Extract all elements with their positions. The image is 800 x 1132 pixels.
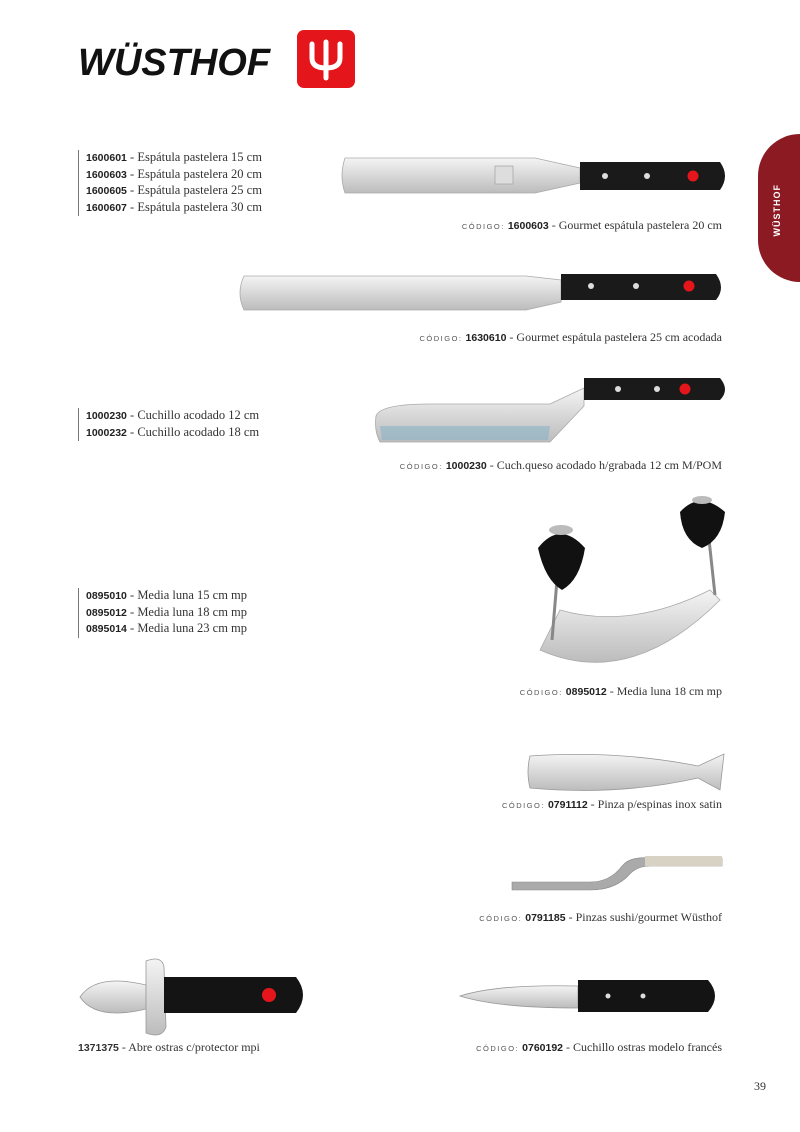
straight-spatula-image xyxy=(335,148,755,218)
caption-1600603: CÓDIGO: 1600603 - Gourmet espátula pastelera 20 cm xyxy=(461,218,722,232)
list-item: 1600607 - Espátula pastelera 30 cm xyxy=(86,199,262,214)
list-item: 1600601 - Espátula pastelera 15 cm xyxy=(86,150,262,164)
page-number: 39 xyxy=(754,1079,766,1093)
caption-0791112: CÓDIGO: 0791112 - Pinza p/espinas inox satin xyxy=(501,797,722,811)
fishbone-tweezers-image xyxy=(528,748,728,798)
list-item: 0895012 - Media luna 18 cm mp xyxy=(86,604,248,619)
mezzaluna-list xyxy=(78,588,247,638)
caption-1371375: 1371375 - Abre ostras c/protector mpi xyxy=(78,1040,260,1054)
caption-1000230: CÓDIGO: 1000230 - Cuch.queso acodado h/grabada 12 cm M/POM xyxy=(399,458,722,472)
trident-logo-icon xyxy=(297,30,355,88)
list-item: 1000232 - Cuchillo acodado 18 cm xyxy=(86,424,260,439)
offset-spatula-image xyxy=(236,266,736,326)
cheese-knife-image xyxy=(370,376,740,446)
list-item: 0895014 - Media luna 23 cm mp xyxy=(86,621,248,635)
list-item: 0895010 - Media luna 15 cm mp xyxy=(86,588,248,602)
spatula-list xyxy=(78,150,262,216)
mezzaluna-image xyxy=(530,490,740,680)
list-item: 1600605 - Espátula pastelera 25 cm xyxy=(86,183,262,197)
caption-0760192: CÓDIGO: 0760192 - Cuchillo ostras modelo francés xyxy=(476,1040,722,1054)
oyster-knife-image xyxy=(458,976,728,1020)
list-item: 1000230 - Cuchillo acodado 12 cm xyxy=(86,408,260,422)
offset-knife-list xyxy=(78,408,259,441)
brand-tab-label: WÜSTHOF xyxy=(772,184,782,237)
list-item: 1600603 - Espátula pastelera 20 cm xyxy=(86,166,262,181)
sushi-tweezers-image xyxy=(510,852,725,892)
brand-side-tab xyxy=(758,134,800,282)
caption-0791185: CÓDIGO: 0791185 - Pinzas sushi/gourmet Wüsthof xyxy=(479,910,722,924)
caption-1630610: CÓDIGO: 1630610 - Gourmet espátula pastelera 25 cm acodada xyxy=(419,330,722,344)
oyster-opener-image xyxy=(76,955,311,1045)
caption-0895012: CÓDIGO: 0895012 - Media luna 18 cm mp xyxy=(519,684,722,698)
brand-logo-text: WÜSTHOF xyxy=(78,42,271,84)
